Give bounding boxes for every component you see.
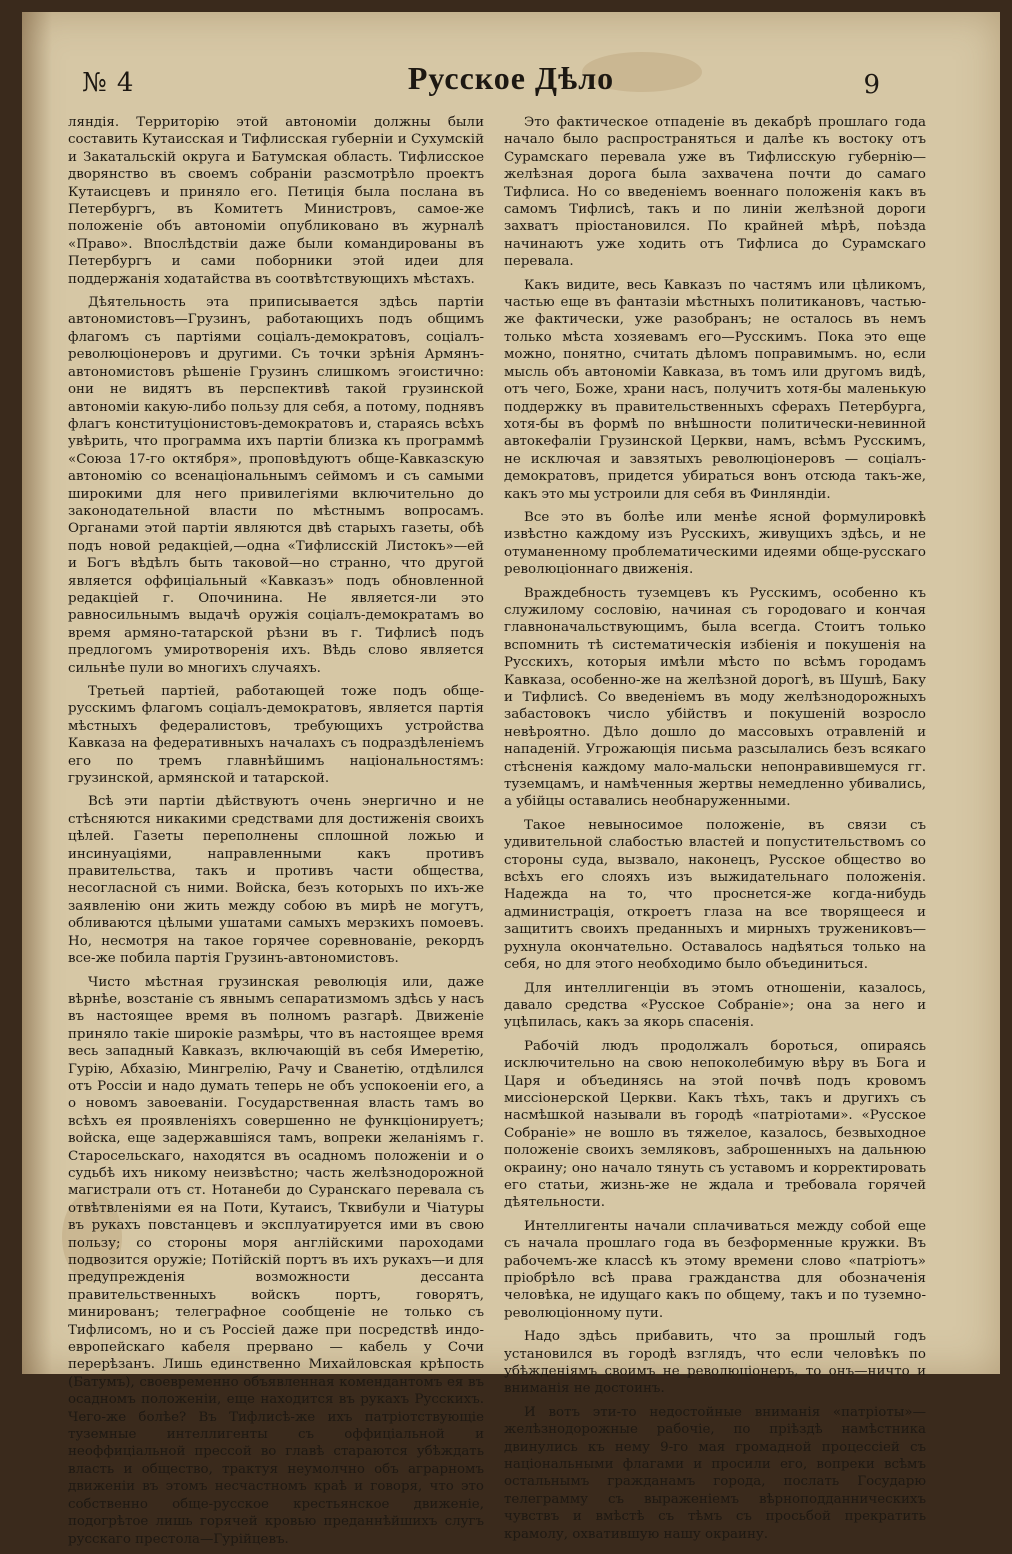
paragraph: Враждебность туземцевъ къ Русскимъ, особенно къ служилому сословію, начиная съ городоваго и кончая главноначальствующимъ, была всегда. Стоитъ только вспомнить тѣ систематическія избіенія и покушенія на Русскихъ, которыя имѣли мѣсто по всѣмъ городамъ Кавказа, особенно-же на желѣзной дорогѣ, въ Шушѣ, Баку и Тифлисѣ. Со введеніемъ въ моду желѣзнодорожныхъ забастовокъ число убійствъ и покушеній возросло невѣроятно. Дѣло дошло до массовыхъ отравленій и нападеній. Угрожающія письма разсылались безъ всякаго стѣсненія каждому мало-мальски непонравившемуся гг. туземцамъ, и намѣченныя жертвы немедленно убивались, а убійцы оставались необнаруженными. (504, 585, 926, 810)
page-number: 9 (863, 70, 880, 100)
paragraph: И вотъ эти-то недостойные вниманія «патріоты»—желѣзнодорожные рабочіе, по пріѣздѣ намѣстника двинулись къ нему 9-го мая громадной процессіей съ національными флагами и просили его, вопреки всѣмъ остальнымъ гражданамъ города, послать Государю телеграмму съ выраженіемъ вѣрноподданническихъ чувствъ и вмѣстѣ съ тѣмъ съ просьбой прекратить крамолу, охватившую нашу окраину. (504, 1404, 926, 1542)
paragraph: Интеллигенты начали сплачиваться между собой еще съ начала прошлаго года въ безформенные кружки. Въ рабочемъ-же классѣ къ этому времени слово «патріотъ» пріобрѣло всѣ права гражданства для обозначенія человѣка, не идущаго какъ по общему, такъ и по туземно-революціонному пути. (504, 1218, 926, 1321)
paragraph: Такое невыносимое положеніе, въ связи съ удивительной слабостью властей и попустительствомъ со стороны суда, вызвало, наконецъ, Русское общество во всѣхъ его слояхъ изъ выжидательнаго положенія. Надежда на то, что проснется-же когда-нибудь администрація, откроетъ глаза на все творящееся и защититъ своихъ преданныхъ и мирныхъ тружениковъ—рухнула окончательно. Оставалось надѣяться только на себя, но для этого необходимо было объединиться. (504, 817, 926, 973)
paragraph: Это фактическое отпаденіе въ декабрѣ прошлаго года начало было распространяться и далѣе къ востоку отъ Сурамскаго перевала уже въ Тифлисскую губернію—желѣзная дорога была захвачена почти до самаго Тифлиса. Но со введеніемъ военнаго положенія какъ въ самомъ Тифлисѣ, такъ и по линіи желѣзной дороги захватъ пріостановился. По крайней мѣрѣ, поѣзда начинаютъ уже ходить отъ Тифлиса до Сурамскаго перевала. (504, 115, 926, 270)
issue-number: № 4 (82, 68, 135, 98)
paragraph: Третьей партіей, работающей тоже подъ обще-русскимъ флагомъ соціалъ-демократовъ, является партія мѣстныхъ федералистовъ, требующихъ устройства Кавказа на федеративныхъ началахъ съ подраздѣленіемъ его по тремъ главнѣйшимъ національностямъ: грузинской, армянской и татарской. (68, 684, 484, 787)
paragraph: ляндія. Территорію этой автономіи должны были составить Кутаисская и Тифлисская губерніи и Сухумскій и Закатальскій округа и Батумская область. Тифлисское дворянство въ своемъ собраніи разсмотрѣло проектъ Кутаисцевъ и приняло его. Петиція была послана въ Петербургъ, въ Комитетъ Министровъ, самое-же положеніе объ автономіи опубликовано въ журналѣ «Право». Впослѣдствіи даже были командированы въ Петербургъ и сами поборники этой идеи для поддержанія ходатайства въ соотвѣтствующихъ мѣстахъ. (68, 115, 484, 287)
paragraph: Всѣ эти партіи дѣйствуютъ очень энергично и не стѣсняются никакими средствами для достиженія своихъ цѣлей. Газеты переполнены сплошной ложью и инсинуаціями, направленными какъ противъ правительства, такъ и противъ части общества, несогласной съ ними. Войска, безъ которыхъ по ихъ-же заявленію они жить между собою въ мирѣ не могутъ, обливаются цѣлыми ушатами самыхъ мерзкихъ помоевъ. Но, несмотря на такое горячее соревнованіе, рекордъ все-же побила партія Грузинъ-автономистовъ. (68, 794, 484, 967)
paragraph: Дѣятельность эта приписывается здѣсь партіи автономистовъ—Грузинъ, работающихъ подъ общимъ флагомъ съ партіями соціалъ-демократовъ, соціалъ-революціонеровъ и другими. Съ точки зрѣнія Армянъ-автономистовъ рѣшеніе Грузинъ слишкомъ эгоистично: они не видятъ въ перспективѣ такой грузинской автономіи какую-либо пользу для себя, а потому, поднявъ флагъ конституціонистовъ-демократовъ и, стараясь всѣхъ увѣрить, что программа ихъ партіи близка къ программѣ «Союза 17-го октября», проповѣдуютъ обще-Кавказскую автономію со всенаціональнымъ сеймомъ и съ самыми широкими для него привилегіями включительно до законодательной власти по мѣстнымъ вопросамъ. Органами этой партіи являются двѣ старыхъ газеты, обѣ подъ новой редакціей,—одна «Тифлисскій Листокъ»—ей и Богъ вѣдѣлъ быть таковой—но странно, что другой является оффиціальный «Кавказъ» подъ обновленной редакціей г. Опочинина. Не является-ли это равносильнымъ выдачѣ оружія соціалъ-демократамъ во время армяно-татарской рѣзни въ г. Тифлисѣ подъ предлогомъ умиротворенія ихъ. Вѣдь слово является сильнѣе пули во многихъ случаяхъ. (68, 295, 484, 676)
paragraph: Чисто мѣстная грузинская революція или, даже вѣрнѣе, возстаніе съ явнымъ сепаратизмомъ здѣсь у насъ въ настоящее время въ полномъ разгарѣ. Движеніе приняло такіе широкіе размѣры, что въ настоящее время весь западный Кавказъ, включающій въ себя Имеретію, Гурію, Абхазію, Мингрелію, Рачу и Сванетію, отдѣлился отъ Россіи и надо думать теперь не объ успокоеніи его, а о новомъ завоеваніи. Государственная власть тамъ во всѣхъ ея проявленіяхъ совершенно не функціонируетъ; войска, еще задержавшіяся тамъ, вопреки желаніямъ г. Старосельскаго, находятся въ осадномъ положеніи и о судьбѣ ихъ никому неизвѣстно; часть желѣзнодорожной магистрали отъ ст. Нотанеби до Суранскаго перевала съ отвѣтвленіями ея на Поти, Кутаисъ, Тквибули и Чіатуры въ рукахъ повстанцевъ и эксплуатируется ими въ свою пользу; со стороны моря англійскими пароходами подвозится оружіе; Потійскій портъ въ ихъ рукахъ—и для предупрежденія возможности дессанта правительственныхъ войскъ портъ, говорятъ, минированъ; телеграфное сообщеніе не только съ Тифлисомъ, но и съ Россіей даже при посредствѣ индо-европейскаго кабеля прервано — кабель у Сочи перерѣзанъ. Лишь единственно Михайловская крѣпость (Батумъ), своевременно объявленная комендантомъ ея въ осадномъ положеніи, еще находится въ рукахъ Русскихъ. Чего-же болѣе? Въ Тифлисѣ-же ихъ патріотствующіе туземные интеллигенты съ оффиціальной и неоффиціальной прессой во главѣ стараются убѣждать власть и общество, трактуя неумолчно объ аграрномъ движеніи въ этомъ несчастномъ краѣ и говоря, что это собственно обще-русское крестьянское движеніе, подогрѣтое лишь горячей кровью преданнѣйшихъ слугъ русскаго престола—Гурійцевъ. (68, 974, 484, 1547)
newspaper-page (22, 12, 1000, 1547)
paragraph: Для интеллигенціи въ этомъ отношеніи, казалось, давало средства «Русское Собраніе»; она за него и уцѣпилась, какъ за якорь спасенія. (504, 980, 926, 1031)
page-edge-shadow (22, 12, 52, 1374)
paragraph: Все это въ болѣе или менѣе ясной формулировкѣ извѣстно каждому изъ Русскихъ, живущихъ здѣсь, и не отуманенному проблематическими идеями обще-русскаго революціоннаго движенія. (504, 509, 926, 578)
paragraph: Какъ видите, весь Кавказъ по частямъ или цѣликомъ, частью еще въ фантазіи мѣстныхъ политикановъ, частью-же фактически, уже разобранъ; не осталось въ немъ только мѣста хозяевамъ его—Русскимъ. Пока это еще можно, понятно, считать дѣломъ поправимымъ. но, если мысль объ автономіи Кавказа, въ томъ или другомъ видѣ, отъ чего, Боже, храни насъ, получитъ хотя-бы маленькую поддержку въ правительственныхъ сферахъ Петербурга, хотя-бы въ формѣ по внѣшности политически-невинной автокефаліи Грузинской Церкви, намъ, всѣмъ Русскимъ, не исключая и завзятыхъ революціонеровъ — соціалъ-демократовъ, придется убираться вонъ отсюда такъ-же, какъ это мы устроили для себя въ Финляндіи. (504, 277, 926, 502)
page-header (22, 60, 1000, 120)
right-column (504, 114, 926, 1549)
left-column (68, 114, 484, 1554)
paragraph: Надо здѣсь прибавить, что за прошлый годъ установился въ городѣ взглядъ, что если человѣкъ по убѣжденіямъ своимъ не революціонеръ, то онъ—ничто и вниманія не достоинъ. (504, 1329, 926, 1397)
masthead-title: Русское Дѣло (407, 60, 615, 96)
paragraph: Рабочій людъ продолжалъ бороться, опираясь исключительно на свою непоколебимую вѣру въ Бога и Царя и объединясь на этой почвѣ подъ кровомъ миссіонерской Церкви. Какъ тѣхъ, такъ и другихъ съ насмѣшкой называли въ городѣ «патріотами». «Русское Собраніе» не вошло въ тяжелое, казалось, безвыходное положеніе своихъ земляковъ, заброшенныхъ на дальнюю окраину; оно начало тянуть съ уставомъ и корректировать его статьи, жизнь-же не ждала и требовала горячей дѣятельности. (504, 1038, 926, 1211)
